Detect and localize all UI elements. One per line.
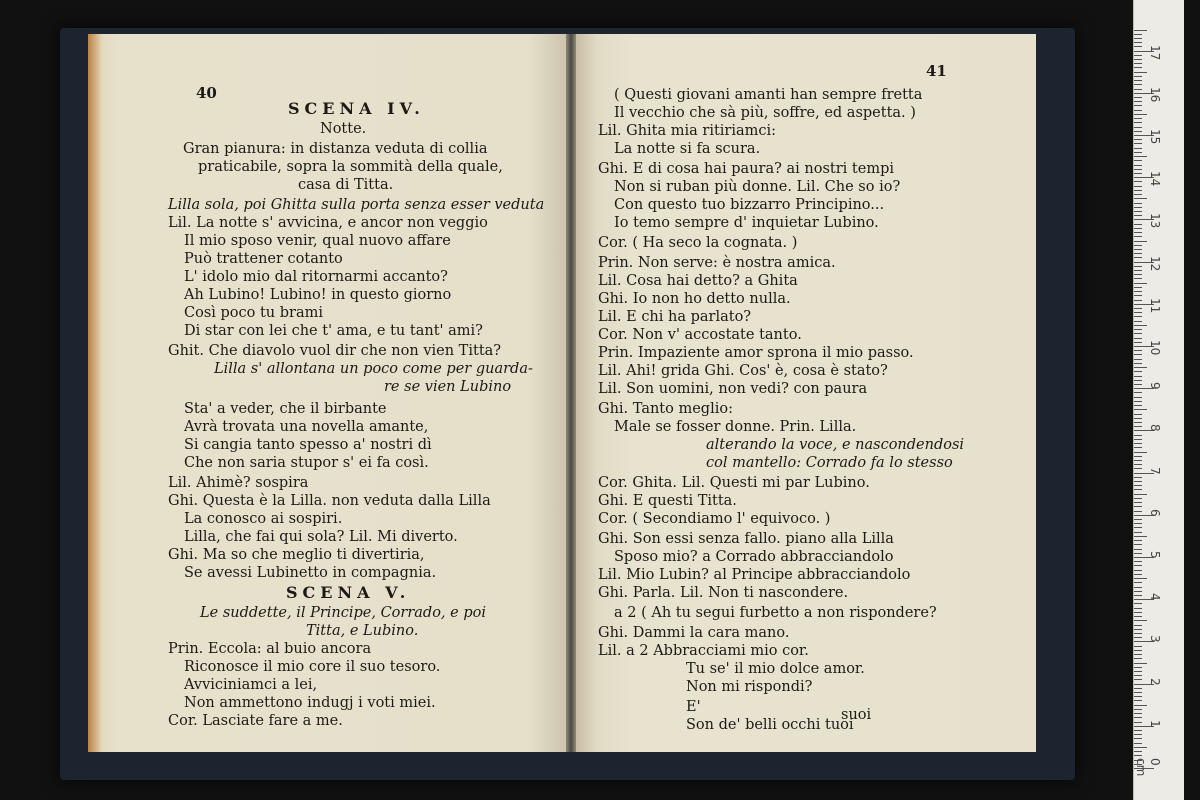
text-line: Avrà trovata una novella amante, [184, 419, 429, 435]
ruler-tick [1134, 646, 1142, 647]
ruler-tick [1134, 700, 1142, 701]
ruler-tick [1134, 536, 1147, 537]
text-line: Cor. ( Secondiamo l' equivoco. ) [598, 511, 831, 527]
ruler-tick [1134, 527, 1142, 528]
text-line: Ghi. E di cosa hai paura? ai nostri tempi [598, 161, 894, 177]
text-line: Non ammettono indugj i voti miei. [184, 695, 436, 711]
text-line: Con questo tuo bizzarro Principino... [614, 197, 885, 213]
ruler-tick [1134, 591, 1142, 592]
ruler-tick [1134, 241, 1147, 242]
text-line: ( Questi giovani amanti han sempre fretta [614, 87, 923, 103]
text-line: Può trattener cotanto [184, 251, 343, 267]
ruler-tick [1134, 414, 1142, 415]
text-line: Non mi rispondi? [686, 679, 813, 695]
ruler-tick [1134, 675, 1142, 676]
ruler-tick [1134, 738, 1142, 739]
ruler-tick [1134, 688, 1142, 689]
text-line: Lil. Cosa hai detto? a Ghita [598, 273, 798, 289]
ruler-number: 1 [1148, 719, 1162, 728]
scene-heading: SCENA IV. [288, 99, 425, 118]
text-line: Ghi. Questa è la Lilla. non veduta dalla Lilla [168, 493, 491, 509]
ruler-tick [1134, 705, 1147, 706]
ruler-tick [1134, 72, 1147, 73]
ruler-tick [1134, 38, 1142, 39]
page-number: 41 [926, 62, 947, 80]
ruler-number: 2 [1148, 677, 1162, 686]
ruler-tick [1134, 148, 1142, 149]
ruler-tick [1134, 42, 1142, 43]
ruler-tick [1134, 447, 1142, 448]
ruler-tick [1134, 532, 1142, 533]
text-line: Che non saria stupor s' ei fa così. [184, 455, 429, 471]
ruler-tick [1134, 629, 1142, 630]
text-line: Lil. E chi ha parlato? [598, 309, 752, 325]
ruler-tick [1134, 603, 1142, 604]
text-line: col mantello: Corrado fa lo stesso [706, 455, 953, 471]
text-line: Cor. Ghita. Lil. Questi mi par Lubino. [598, 475, 870, 491]
ruler-number: 10 [1148, 340, 1162, 356]
ruler-tick [1134, 266, 1142, 267]
ruler-tick [1134, 354, 1142, 355]
ruler-number: 12 [1148, 255, 1162, 271]
text-line: Lil. La notte s' avvicina, e ancor non veggio [168, 215, 488, 231]
text-line: a 2 ( Ah tu segui furbetto a non rispondere? [614, 605, 937, 621]
text-line: Lilla s' allontana un poco come per guarda- [214, 361, 533, 377]
ruler-tick [1134, 308, 1142, 309]
text-line: Lil. Son uomini, non vedi? con paura [598, 381, 868, 397]
ruler-tick [1134, 363, 1142, 364]
ruler-tick [1134, 76, 1142, 77]
ruler-tick [1134, 114, 1147, 115]
ruler-tick [1134, 570, 1142, 571]
right-page [576, 34, 1036, 752]
ruler-tick [1134, 67, 1142, 68]
ruler-tick [1134, 625, 1142, 626]
text-line: Male se fosser donne. Prin. Lilla. [614, 419, 857, 435]
ruler-tick [1134, 713, 1142, 714]
ruler-tick [1134, 392, 1142, 393]
ruler-tick [1134, 452, 1147, 453]
text-line: Ghi. Ma so che meglio ti divertiria, [168, 547, 425, 563]
ruler-tick [1134, 257, 1142, 258]
ruler-tick [1134, 194, 1142, 195]
ruler-number: 14 [1148, 171, 1162, 187]
ruler-tick [1134, 426, 1142, 427]
text-line: praticabile, sopra la sommità della quale, [198, 159, 503, 175]
text-line: Prin. Eccola: al buio ancora [168, 641, 372, 657]
ruler-tick [1134, 468, 1142, 469]
ruler-tick [1134, 544, 1142, 545]
ruler-tick [1134, 181, 1142, 182]
ruler-tick [1134, 46, 1142, 47]
ruler-unit-label: 0 cm [1134, 758, 1162, 777]
ruler-tick [1134, 633, 1142, 634]
ruler-tick [1134, 582, 1142, 583]
ruler-tick [1134, 401, 1142, 402]
text-line: Lilla sola, poi Ghitta sulla porta senza esser veduta [168, 197, 545, 213]
ruler-tick [1134, 122, 1142, 123]
ruler-tick [1134, 283, 1147, 284]
ruler-tick [1134, 679, 1142, 680]
ruler-tick [1134, 101, 1142, 102]
ruler-tick [1134, 350, 1142, 351]
ruler-tick [1134, 253, 1142, 254]
ruler-tick [1134, 34, 1142, 35]
ruler-tick [1134, 422, 1142, 423]
text-line: E' [686, 699, 701, 715]
ruler-tick [1134, 637, 1142, 638]
ruler-tick [1134, 30, 1147, 31]
ruler-tick [1134, 498, 1142, 499]
ruler-tick [1134, 561, 1142, 562]
text-line: Così poco tu brami [184, 305, 324, 321]
text-line: Gran pianura: in distanza veduta di collia [183, 141, 488, 157]
ruler-tick [1134, 722, 1142, 723]
ruler-tick [1134, 608, 1142, 609]
ruler-number: 8 [1148, 424, 1162, 433]
ruler-tick [1134, 152, 1142, 153]
ruler-tick [1134, 249, 1142, 250]
ruler-tick [1134, 367, 1147, 368]
ruler-tick [1134, 553, 1142, 554]
ruler-tick [1134, 236, 1142, 237]
ruler-number: 15 [1148, 129, 1162, 145]
ruler-tick [1134, 190, 1142, 191]
text-line: Se avessi Lubinetto in compagnia. [184, 565, 437, 581]
ruler-tick [1134, 620, 1147, 621]
text-line: Il vecchio che sà più, soffre, ed aspetta. ) [614, 105, 916, 121]
ruler-tick [1134, 696, 1142, 697]
ruler-tick [1134, 232, 1142, 233]
ruler-tick [1134, 435, 1142, 436]
ruler-tick [1134, 654, 1142, 655]
text-line: Io temo sempre d' inquietar Lubino. [614, 215, 879, 231]
ruler-tick [1134, 502, 1142, 503]
ruler-tick [1134, 565, 1142, 566]
ruler-tick [1134, 734, 1142, 735]
ruler-tick [1134, 612, 1142, 613]
ruler-tick [1134, 658, 1142, 659]
ruler-tick [1134, 443, 1142, 444]
ruler-tick [1134, 329, 1142, 330]
ruler-tick [1134, 312, 1142, 313]
ruler-tick [1134, 371, 1142, 372]
text-line: Avviciniamci a lei, [184, 677, 318, 693]
ruler-tick [1134, 464, 1142, 465]
text-line: Titta, e Lubino. [306, 623, 419, 639]
text-line: Lil. a 2 Abbracciami mio cor. [598, 643, 809, 659]
text-line: Sta' a veder, che il birbante [184, 401, 387, 417]
ruler-tick [1134, 127, 1142, 128]
text-line: suoi [841, 707, 872, 723]
ruler-tick [1134, 63, 1142, 64]
ruler-tick [1134, 338, 1142, 339]
text-line: Prin. Non serve: è nostra amica. [598, 255, 836, 271]
left-page [88, 34, 566, 752]
text-line: Si cangia tanto spesso a' nostri dì [184, 437, 432, 453]
ruler-tick [1134, 160, 1142, 161]
ruler-number: 3 [1148, 635, 1162, 644]
ruler-tick [1134, 650, 1142, 651]
ruler-tick [1134, 207, 1142, 208]
text-line: L' idolo mio dal ritornarmi accanto? [184, 269, 448, 285]
book-gutter [566, 34, 576, 752]
text-line: Non si ruban più donne. Lil. Che so io? [614, 179, 901, 195]
ruler-tick [1134, 198, 1147, 199]
text-line: Lil. Ahimè? sospira [168, 475, 309, 491]
ruler-tick [1134, 616, 1142, 617]
ruler-tick [1134, 359, 1142, 360]
ruler-tick [1134, 110, 1142, 111]
ruler-tick [1134, 80, 1142, 81]
ruler-tick [1134, 169, 1142, 170]
ruler-tick [1134, 321, 1142, 322]
ruler-tick [1134, 519, 1142, 520]
ruler-tick [1134, 717, 1142, 718]
ruler-tick [1134, 418, 1142, 419]
text-line: Ghi. Tanto meglio: [598, 401, 733, 417]
ruler-number: 16 [1148, 86, 1162, 103]
text-line: re se vien Lubino [384, 379, 512, 395]
ruler-number: 11 [1148, 297, 1162, 314]
ruler-tick [1134, 574, 1142, 575]
ruler-tick [1134, 186, 1142, 187]
ruler-number: 6 [1148, 508, 1162, 517]
ruler-tick [1134, 456, 1142, 457]
ruler-tick [1134, 523, 1142, 524]
ruler-tick [1134, 325, 1147, 326]
ruler-tick [1134, 540, 1142, 541]
ruler-tick [1134, 59, 1142, 60]
ruler-tick [1134, 439, 1142, 440]
ruler-tick [1134, 489, 1142, 490]
ruler-tick [1134, 692, 1142, 693]
ruler-tick [1134, 663, 1147, 664]
text-line: Ghi. Io non ho detto nulla. [598, 291, 791, 307]
text-line: La conosco ai sospiri. [184, 511, 343, 527]
ruler-tick [1134, 143, 1142, 144]
text-line: Tu se' il mio dolce amor. [686, 661, 865, 677]
ruler-tick [1134, 97, 1142, 98]
ruler-tick [1134, 578, 1147, 579]
ruler-tick [1134, 245, 1142, 246]
ruler-tick [1134, 173, 1142, 174]
ruler-number: 9 [1148, 382, 1162, 390]
ruler-tick [1134, 139, 1142, 140]
text-line: Riconosce il mio core il suo tesoro. [184, 659, 441, 675]
ruler-number: 7 [1148, 466, 1162, 475]
text-line: Sposo mio? a Corrado abbracciandolo [614, 549, 894, 565]
ruler-tick [1134, 667, 1142, 668]
ruler-tick [1134, 743, 1142, 744]
ruler-tick [1134, 342, 1142, 343]
ruler-tick [1134, 84, 1142, 85]
ruler-tick [1134, 380, 1142, 381]
ruler-tick [1134, 376, 1142, 377]
text-line: Lil. Mio Lubin? al Principe abbracciandolo [598, 567, 911, 583]
text-line: Cor. Non v' accostate tanto. [598, 327, 802, 343]
ruler-tick [1134, 587, 1142, 588]
text-line: Le suddette, il Principe, Corrado, e poi [200, 605, 486, 621]
scene-heading: SCENA V. [286, 583, 411, 602]
text-line: Cor. ( Ha seco la cognata. ) [598, 235, 798, 251]
ruler-tick [1134, 211, 1142, 212]
ruler-tick [1134, 730, 1142, 731]
ruler-tick [1134, 671, 1142, 672]
text-line: Ghit. Che diavolo vuol dir che non vien Titta? [168, 343, 502, 359]
ruler-tick [1134, 203, 1142, 204]
ruler-tick [1134, 274, 1142, 275]
ruler-tick [1134, 755, 1142, 756]
text-line: Lil. Ghita mia ritiriamci: [598, 123, 777, 139]
ruler-tick [1134, 333, 1142, 334]
text-line: La notte si fa scura. [614, 141, 761, 157]
text-line: Il mio sposo venir, qual nuovo affare [184, 233, 451, 249]
text-line: Lilla, che fai qui sola? Lil. Mi diverto. [184, 529, 458, 545]
ruler-tick [1134, 118, 1142, 119]
ruler-tick [1134, 481, 1142, 482]
ruler-tick [1134, 751, 1142, 752]
ruler-tick [1134, 287, 1142, 288]
text-line: Ghi. E questi Titta. [598, 493, 737, 509]
page-number: 40 [196, 84, 217, 102]
ruler-tick [1134, 549, 1142, 550]
ruler-tick [1134, 224, 1142, 225]
ruler-tick [1134, 89, 1142, 90]
measuring-ruler [1133, 0, 1184, 800]
ruler-tick [1134, 215, 1142, 216]
ruler-number: 5 [1148, 551, 1162, 559]
text-line: Ghi. Parla. Lil. Non ti nascondere. [598, 585, 849, 601]
ruler-tick [1134, 511, 1142, 512]
ruler-tick [1134, 506, 1142, 507]
ruler-tick [1134, 300, 1142, 301]
ruler-tick [1134, 747, 1147, 748]
ruler-tick [1134, 105, 1142, 106]
ruler-tick [1134, 595, 1142, 596]
ruler-tick [1134, 295, 1142, 296]
text-line: Cor. Lasciate fare a me. [168, 713, 343, 729]
text-line: casa di Titta. [298, 177, 394, 193]
text-line: Notte. [320, 121, 367, 137]
ruler-tick [1134, 270, 1142, 271]
ruler-tick [1134, 494, 1147, 495]
text-line: Ghi. Dammi la cara mano. [598, 625, 790, 641]
text-line: Prin. Impaziente amor sprona il mio passo. [598, 345, 914, 361]
ruler-tick [1134, 165, 1142, 166]
text-line: Son de' belli occhi tuoi [686, 717, 854, 733]
text-line: Ghi. Son essi senza fallo. piano alla Lilla [598, 531, 894, 547]
ruler-tick [1134, 397, 1142, 398]
text-line: Di star con lei che t' ama, e tu tant' ami? [184, 323, 483, 339]
ruler-tick [1134, 709, 1142, 710]
text-line: Lil. Ahi! grida Ghi. Cos' è, cosa è stato? [598, 363, 888, 379]
ruler-number: 13 [1148, 213, 1162, 229]
text-line: alterando la voce, e nascondendosi [706, 437, 965, 453]
ruler-number: 4 [1148, 593, 1162, 601]
ruler-tick [1134, 460, 1142, 461]
ruler-tick [1134, 55, 1142, 56]
ruler-tick [1134, 228, 1142, 229]
ruler-tick [1134, 278, 1142, 279]
ruler-tick [1134, 316, 1142, 317]
ruler-tick [1134, 131, 1142, 132]
ruler-number: 17 [1148, 44, 1162, 60]
ruler-tick [1134, 485, 1142, 486]
ruler-tick [1134, 405, 1142, 406]
ruler-tick [1134, 477, 1142, 478]
ruler-tick [1134, 384, 1142, 385]
ruler-tick [1134, 156, 1147, 157]
ruler-tick [1134, 291, 1142, 292]
ruler-tick [1134, 409, 1147, 410]
text-line: Ah Lubino! Lubino! in questo giorno [184, 287, 452, 303]
